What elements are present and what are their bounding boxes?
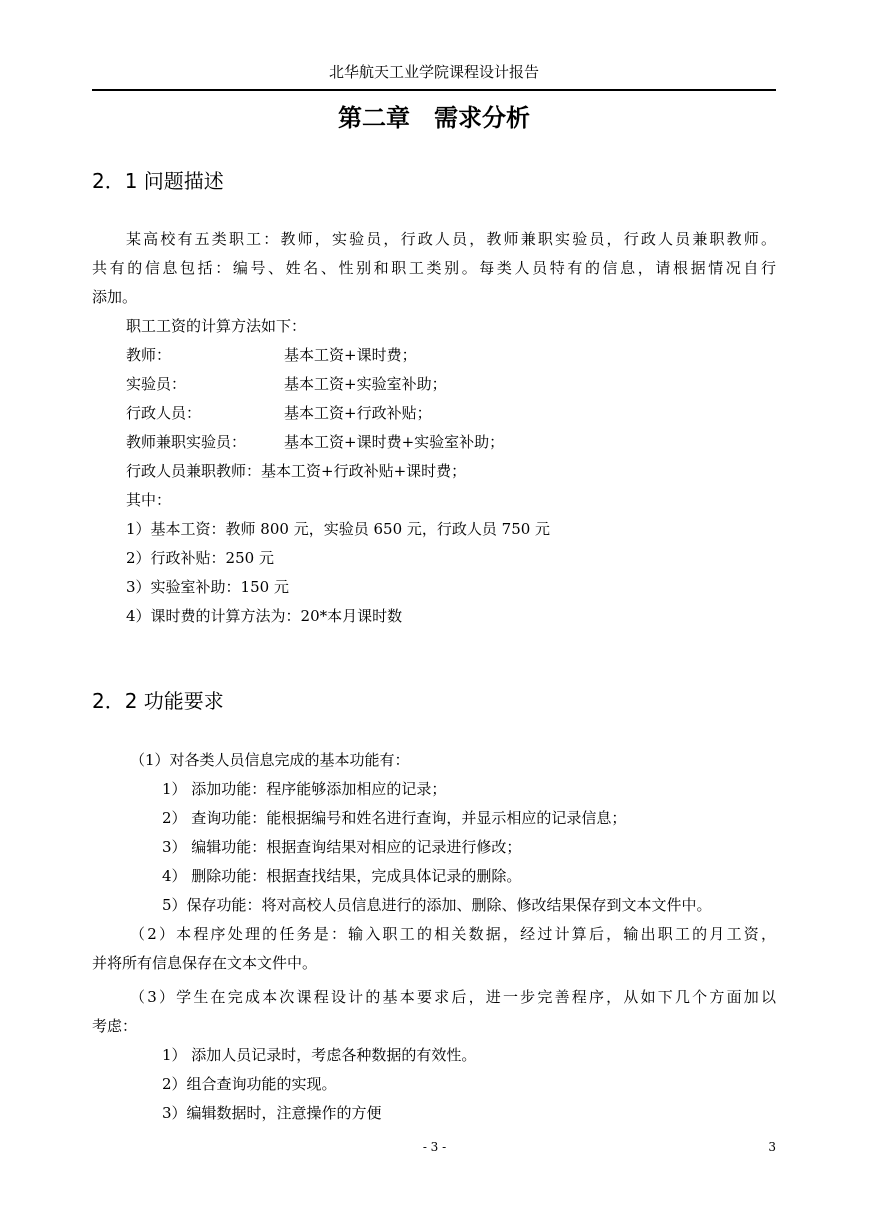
task-line: 并将所有信息保存在文本文件中。 bbox=[92, 954, 318, 972]
body-text bbox=[92, 0, 776, 1228]
chapter-title: 第二章 需求分析 bbox=[338, 104, 530, 132]
function-line: 2） 查询功能：能根据编号和姓名进行查询，并显示相应的记录信息； bbox=[162, 809, 627, 827]
note-line: 4）课时费的计算方法为：20*本月课时数 bbox=[126, 607, 403, 625]
section-title-problem: 2．1 问题描述 bbox=[92, 169, 224, 193]
note-line: 1）基本工资：教师 800 元，实验员 650 元，行政人员 750 元 bbox=[126, 520, 551, 538]
salary-row: 教师： 基本工资+课时费； bbox=[126, 346, 417, 364]
salary-intro: 职工工资的计算方法如下： bbox=[126, 317, 307, 335]
para-line: 某高校有五类职工：教师，实验员，行政人员，教师兼职实验员，行政人员兼职教师。 bbox=[126, 230, 776, 248]
note-line: 3）实验室补助：150 元 bbox=[126, 578, 289, 596]
consider-item: 3）编辑数据时，注意操作的方便 bbox=[162, 1104, 382, 1122]
function-line: 3） 编辑功能：根据查询结果对相应的记录进行修改； bbox=[162, 838, 522, 856]
among-label: 其中： bbox=[126, 491, 172, 509]
function-item-1: （1）对各类人员信息完成的基本功能有： bbox=[130, 751, 410, 769]
function-line: 1） 添加功能：程序能够添加相应的记录； bbox=[162, 780, 447, 798]
salary-row: 教师兼职实验员： 基本工资+课时费+实验室补助； bbox=[126, 433, 505, 451]
note-line: 2）行政补贴：250 元 bbox=[126, 549, 274, 567]
salary-row: 实验员： 基本工资+实验室补助； bbox=[126, 375, 447, 393]
section-title-functions: 2．2 功能要求 bbox=[92, 689, 224, 713]
consider-line: （3）学生在完成本次课程设计的基本要求后，进一步完善程序，从如下几个方面加以 bbox=[130, 988, 776, 1006]
salary-row: 行政人员： 基本工资+行政补贴； bbox=[126, 404, 432, 422]
function-line: 5）保存功能：将对高校人员信息进行的添加、删除、修改结果保存到文本文件中。 bbox=[162, 896, 712, 914]
para-line: 共有的信息包括：编号、姓名、性别和职工类别。每类人员特有的信息，请根据情况自行 bbox=[92, 259, 776, 277]
consider-item: 2）组合查询功能的实现。 bbox=[162, 1075, 337, 1093]
consider-item: 1） 添加人员记录时，考虑各种数据的有效性。 bbox=[162, 1046, 477, 1064]
page-number-right: 3 bbox=[768, 1140, 776, 1154]
page-header: 北华航天工业学院课程设计报告 bbox=[328, 63, 539, 81]
para-line: 添加。 bbox=[92, 288, 138, 306]
task-line: （2）本程序处理的任务是：输入职工的相关数据，经过计算后，输出职工的月工资， bbox=[130, 925, 776, 943]
salary-row: 行政人员兼职教师：基本工资+行政补贴+课时费； bbox=[126, 462, 467, 480]
function-line: 4） 删除功能：根据查找结果，完成具体记录的删除。 bbox=[162, 867, 522, 885]
page-number-center: - 3 - bbox=[422, 1140, 447, 1154]
consider-line: 考虑： bbox=[92, 1017, 138, 1035]
